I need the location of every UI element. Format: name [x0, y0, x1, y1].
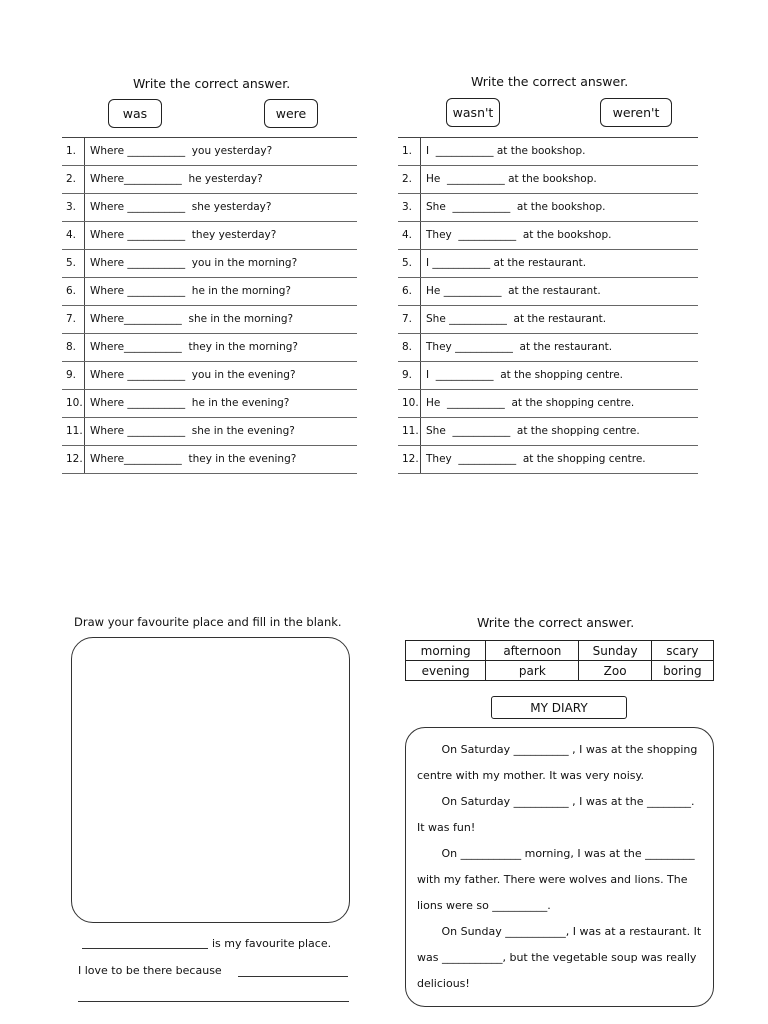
diary-text-line: On Saturday __________ , I was at the ________.: [417, 795, 695, 808]
question-row: [398, 193, 698, 222]
question-number: 9.: [402, 369, 413, 381]
question-text: Where ___________ you in the morning?: [90, 257, 298, 269]
question-text: Where___________ she in the morning?: [90, 313, 294, 325]
question-text: Where ___________ she in the evening?: [90, 425, 295, 437]
chip-was: was: [108, 99, 162, 128]
question-number: 3.: [66, 201, 77, 213]
diary-text-line: centre with my mother. It was very noisy.: [417, 769, 644, 782]
question-number: 7.: [66, 313, 77, 325]
question-text: They ___________ at the shopping centre.: [426, 453, 646, 465]
diary-text-line: was ___________, but the vegetable soup was really: [417, 951, 697, 964]
question-number: 5.: [66, 257, 77, 269]
diary-text-line: It was fun!: [417, 821, 476, 834]
word-cell: afternoon: [486, 641, 579, 661]
question-number: 8.: [402, 341, 413, 353]
question-text: Where ___________ she yesterday?: [90, 201, 272, 213]
diary-text-line: On Saturday __________ , I was at the shopping: [417, 743, 698, 756]
diary-text-box: [405, 727, 714, 1007]
ws1-title: Write the correct answer.: [133, 76, 291, 91]
question-row: [62, 445, 357, 474]
ws1-question-table: [62, 137, 357, 477]
question-row: [62, 389, 357, 418]
question-number: 5.: [402, 257, 413, 269]
word-cell: Zoo: [579, 661, 651, 681]
question-number: 10.: [66, 397, 83, 409]
question-number: 6.: [402, 285, 413, 297]
question-text: Where___________ they in the morning?: [90, 341, 298, 353]
my-diary-label: MY DIARY: [491, 696, 627, 719]
because-sentence: I love to be there because: [78, 964, 222, 977]
diary-text-line: On ___________ morning, I was at the _________: [417, 847, 695, 860]
question-text: He ___________ at the restaurant.: [426, 285, 601, 297]
diary-title: Write the correct answer.: [477, 615, 635, 630]
question-row: [62, 165, 357, 194]
question-text: She ___________ at the restaurant.: [426, 313, 607, 325]
question-number: 2.: [66, 173, 77, 185]
question-row: [398, 221, 698, 250]
chip-werent: weren't: [600, 98, 672, 127]
question-row: [398, 417, 698, 446]
question-text: Where ___________ he in the evening?: [90, 397, 290, 409]
word-cell: boring: [651, 661, 713, 681]
question-text: He ___________ at the bookshop.: [426, 173, 597, 185]
question-number: 6.: [66, 285, 77, 297]
question-number: 12.: [66, 453, 83, 465]
because-second-line: [78, 1001, 349, 1002]
question-row: [62, 305, 357, 334]
question-row: [62, 137, 357, 166]
diary-text-line: delicious!: [417, 977, 470, 990]
question-number: 8.: [66, 341, 77, 353]
because-blank-line: [238, 976, 348, 977]
question-row: [62, 333, 357, 362]
diary-text-line: On Sunday ___________, I was at a restaurant. It: [417, 925, 702, 938]
place-blank-line: [82, 948, 208, 949]
question-text: I ___________ at the restaurant.: [426, 257, 587, 269]
question-number: 2.: [402, 173, 413, 185]
word-cell: scary: [651, 641, 713, 661]
word-cell: Sunday: [579, 641, 651, 661]
question-text: Where ___________ you yesterday?: [90, 145, 273, 157]
question-number: 4.: [402, 229, 413, 241]
question-number: 1.: [402, 145, 413, 157]
favourite-place-sentence: is my favourite place.: [212, 937, 332, 950]
chip-wasnt: wasn't: [446, 98, 500, 127]
diary-text-line: lions were so __________.: [417, 899, 551, 912]
question-row: [398, 137, 698, 166]
question-row: [62, 277, 357, 306]
question-text: Where___________ they in the evening?: [90, 453, 297, 465]
question-text: She ___________ at the bookshop.: [426, 201, 606, 213]
word-bank-row: [406, 641, 714, 661]
question-row: [398, 333, 698, 362]
question-row: [398, 165, 698, 194]
question-text: He ___________ at the shopping centre.: [426, 397, 635, 409]
question-row: [62, 417, 357, 446]
word-bank-table: [405, 640, 714, 681]
drawing-area: [71, 637, 350, 923]
question-number: 10.: [402, 397, 419, 409]
chip-were: were: [264, 99, 318, 128]
question-row: [62, 221, 357, 250]
word-cell: park: [486, 661, 579, 681]
question-row: [62, 361, 357, 390]
question-text: I ___________ at the bookshop.: [426, 145, 586, 157]
question-row: [62, 193, 357, 222]
question-text: Where ___________ you in the evening?: [90, 369, 296, 381]
question-number: 11.: [66, 425, 83, 437]
question-number: 12.: [402, 453, 419, 465]
question-number: 3.: [402, 201, 413, 213]
word-bank-row: [406, 661, 714, 681]
word-cell: morning: [406, 641, 486, 661]
ws2-title: Write the correct answer.: [471, 74, 629, 89]
question-row: [62, 249, 357, 278]
question-row: [398, 305, 698, 334]
question-row: [398, 249, 698, 278]
question-text: She ___________ at the shopping centre.: [426, 425, 640, 437]
question-row: [398, 361, 698, 390]
question-text: They ___________ at the restaurant.: [426, 341, 613, 353]
question-number: 1.: [66, 145, 77, 157]
question-text: They ___________ at the bookshop.: [426, 229, 612, 241]
ws2-question-table: [398, 137, 698, 477]
question-text: Where ___________ he in the morning?: [90, 285, 291, 297]
question-number: 7.: [402, 313, 413, 325]
question-text: Where ___________ they yesterday?: [90, 229, 277, 241]
question-text: I ___________ at the shopping centre.: [426, 369, 623, 381]
question-text: Where___________ he yesterday?: [90, 173, 263, 185]
word-cell: evening: [406, 661, 486, 681]
question-row: [398, 389, 698, 418]
question-number: 4.: [66, 229, 77, 241]
question-row: [398, 277, 698, 306]
question-number: 9.: [66, 369, 77, 381]
diary-text-line: with my father. There were wolves and lions. The: [417, 873, 688, 886]
draw-title: Draw your favourite place and fill in the blank.: [74, 615, 342, 629]
question-row: [398, 445, 698, 474]
question-number: 11.: [402, 425, 419, 437]
